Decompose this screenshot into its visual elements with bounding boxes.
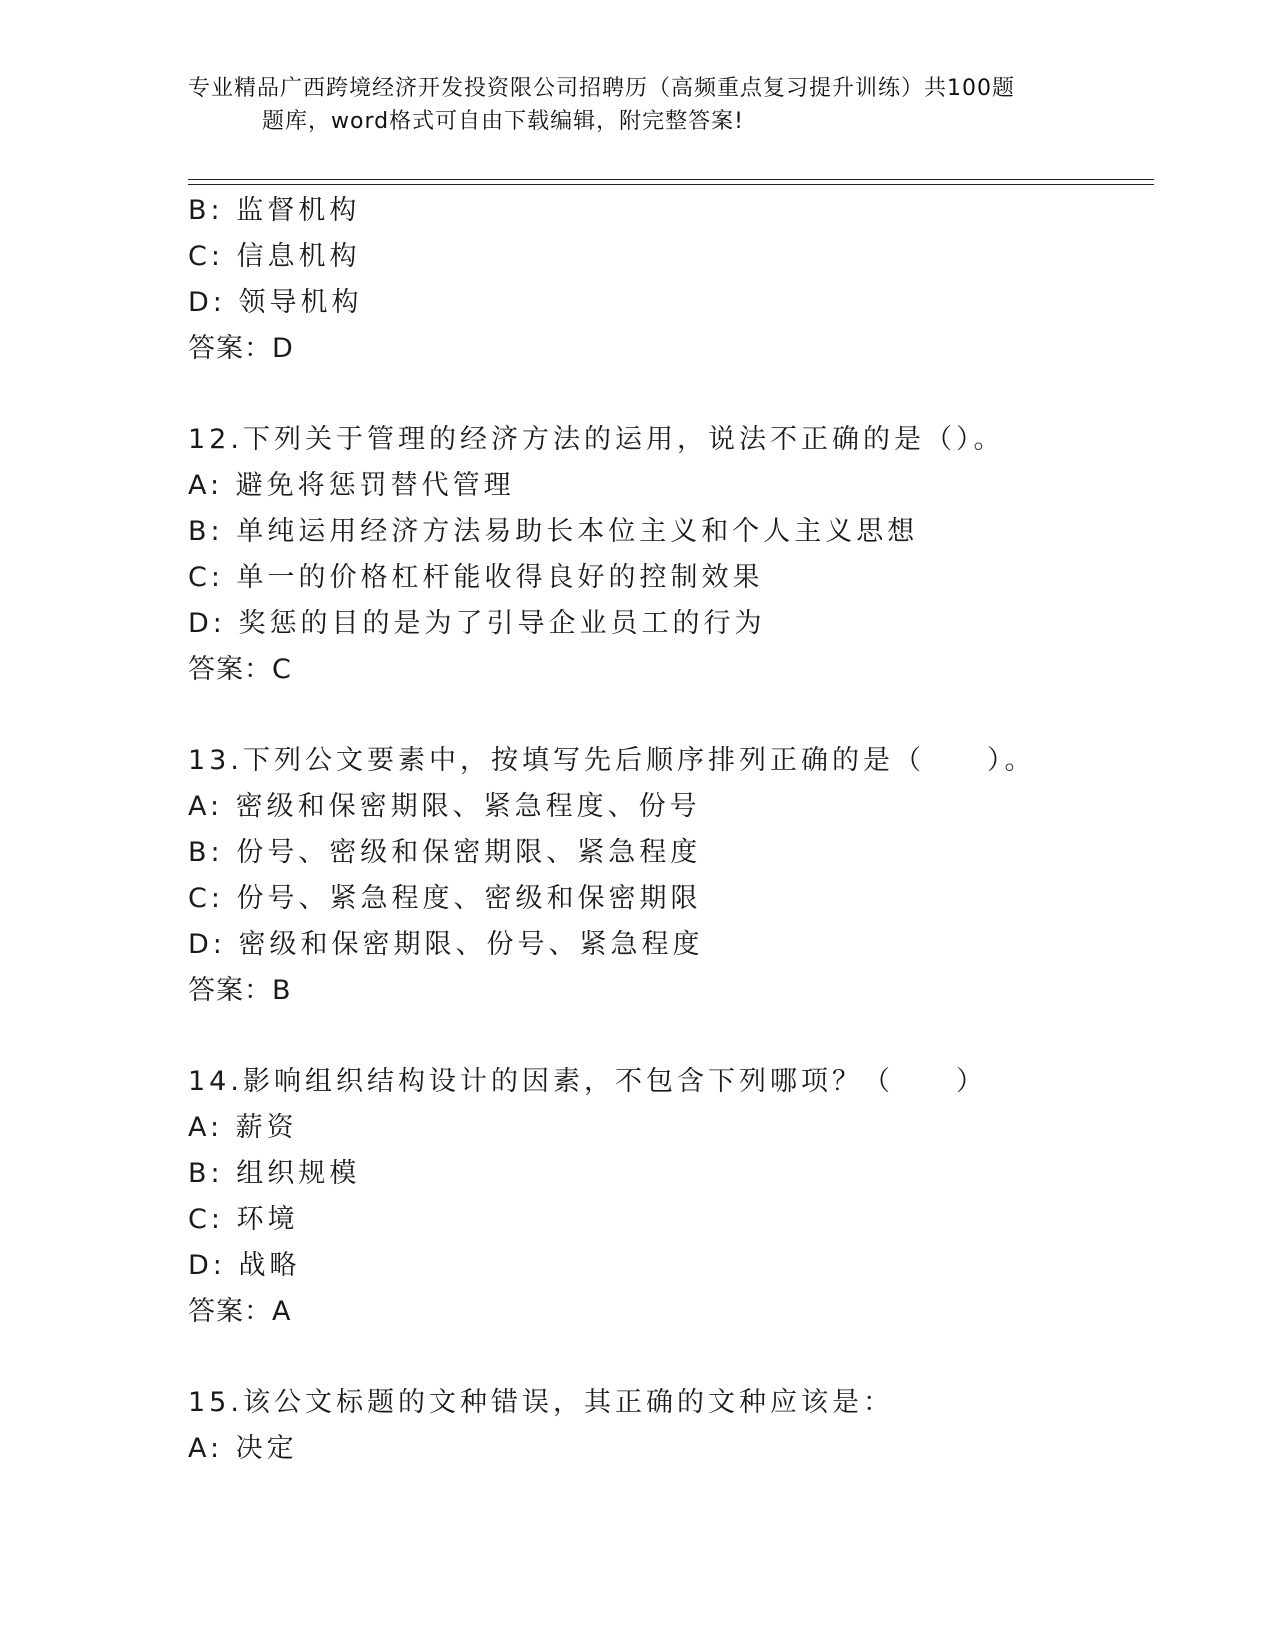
- question-stem: 13.下列公文要素中，按填写先后顺序排列正确的是（ ）。: [188, 745, 1036, 776]
- question-stem: 12.下列关于管理的经济方法的运用，说法不正确的是（）。: [188, 424, 1005, 455]
- option-c: C: 单一的价格杠杆能收得良好的控制效果: [188, 562, 764, 593]
- answer-line: 答案：C: [188, 654, 292, 685]
- question-stem: 14.影响组织结构设计的因素，不包含下列哪项？（ ）: [188, 1066, 987, 1097]
- option-d: D: 领导机构: [188, 287, 363, 318]
- option-d: D: 奖惩的目的是为了引导企业员工的行为: [188, 608, 766, 639]
- header-divider-top: [188, 179, 1154, 180]
- answer-line: 答案：B: [188, 975, 292, 1006]
- option-a: A: 避免将惩罚替代管理: [188, 470, 515, 501]
- page-header: [188, 72, 1088, 138]
- header-title-line-2: 题库，word格式可自由下载编辑，附完整答案!: [262, 109, 744, 134]
- option-d: D: 战略: [188, 1250, 301, 1281]
- answer-line: 答案：D: [188, 333, 294, 364]
- spacer: [188, 693, 1154, 738]
- answer-line: 答案：A: [188, 1296, 292, 1327]
- option-a: A: 决定: [188, 1433, 298, 1464]
- option-d: D: 密级和保密期限、份号、紧急程度: [188, 929, 704, 960]
- question-stem: 15.该公文标题的文种错误，其正确的文种应该是：: [188, 1387, 894, 1418]
- question-list: [188, 188, 1154, 1472]
- option-b: B: 监督机构: [188, 195, 361, 226]
- option-c: C: 环境: [188, 1204, 299, 1235]
- spacer: [188, 1014, 1154, 1059]
- spacer: [188, 1335, 1154, 1380]
- option-b: B: 份号、密级和保密期限、紧急程度: [188, 837, 702, 868]
- header-divider-bottom: [188, 184, 1154, 185]
- option-c: C: 信息机构: [188, 241, 361, 272]
- option-c: C: 份号、紧急程度、密级和保密期限: [188, 883, 702, 914]
- option-a: A: 密级和保密期限、紧急程度、份号: [188, 791, 701, 822]
- option-b: B: 组织规模: [188, 1158, 361, 1189]
- header-title-line-1: 专业精品广西跨境经济开发投资限公司招聘历（高频重点复习提升训练）共100题: [188, 76, 1015, 101]
- option-b: B: 单纯运用经济方法易助长本位主义和个人主义思想: [188, 516, 919, 547]
- question-block-15: [188, 1380, 1154, 1472]
- question-block-13: [188, 738, 1154, 1014]
- spacer: [188, 372, 1154, 417]
- question-block-14: [188, 1059, 1154, 1335]
- question-block-12: [188, 417, 1154, 693]
- option-a: A: 薪资: [188, 1112, 298, 1143]
- question-block-11-tail: [188, 188, 1154, 372]
